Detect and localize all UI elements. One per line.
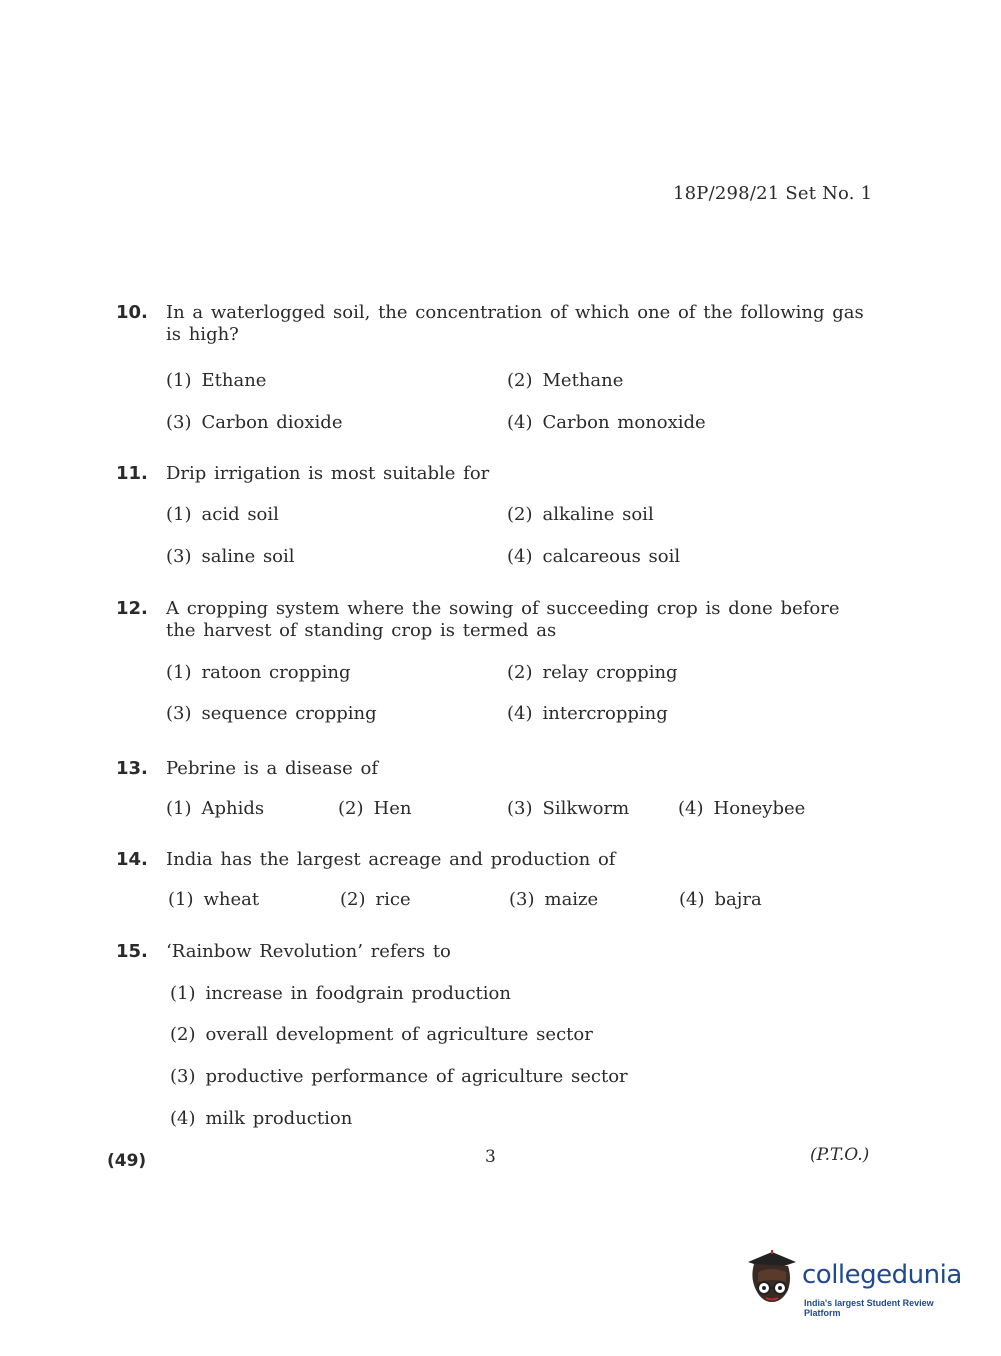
question-10 bbox=[116, 302, 876, 436]
collegedunia-mascot-icon bbox=[742, 1248, 800, 1308]
question-text: Pebrine is a disease of bbox=[166, 758, 378, 779]
option-1: (1) Ethane bbox=[166, 370, 267, 391]
question-14 bbox=[116, 849, 876, 921]
option-3: (3) productive performance of agriculture sector bbox=[170, 1066, 628, 1087]
option-4: (4) bajra bbox=[679, 889, 762, 910]
option-3: (3) maize bbox=[509, 889, 599, 910]
question-number: 12. bbox=[116, 598, 148, 619]
booklet-code: (49) bbox=[107, 1151, 147, 1171]
question-text: A cropping system where the sowing of succeeding crop is done before the harvest of standing crop is termed as bbox=[166, 598, 840, 641]
paper-code: 18P/298/21 Set No. 1 bbox=[673, 183, 873, 204]
option-1: (1) increase in foodgrain production bbox=[170, 983, 511, 1004]
question-text: ‘Rainbow Revolution’ refers to bbox=[166, 941, 451, 962]
option-2: (2) Methane bbox=[507, 370, 624, 391]
question-number: 13. bbox=[116, 758, 148, 779]
collegedunia-watermark bbox=[742, 1248, 972, 1318]
option-4: (4) intercropping bbox=[507, 703, 668, 724]
option-3: (3) Silkworm bbox=[507, 798, 630, 819]
option-4: (4) milk production bbox=[170, 1108, 353, 1129]
option-4: (4) calcareous soil bbox=[507, 546, 681, 567]
question-text: In a waterlogged soil, the concentration of which one of the following gas is high? bbox=[166, 302, 864, 345]
option-4: (4) Honeybee bbox=[678, 798, 806, 819]
option-3: (3) saline soil bbox=[166, 546, 295, 567]
question-text: Drip irrigation is most suitable for bbox=[166, 463, 490, 484]
question-text: India has the largest acreage and production of bbox=[166, 849, 616, 870]
question-12 bbox=[116, 598, 876, 732]
option-4: (4) Carbon monoxide bbox=[507, 412, 706, 433]
pto-label: (P.T.O.) bbox=[810, 1145, 870, 1165]
page-number: 3 bbox=[485, 1147, 496, 1167]
option-2: (2) Hen bbox=[338, 798, 412, 819]
option-2: (2) relay cropping bbox=[507, 662, 678, 683]
option-2: (2) rice bbox=[340, 889, 411, 910]
brand-tagline: India's largest Student Review Platform bbox=[804, 1298, 934, 1318]
option-1: (1) Aphids bbox=[166, 798, 265, 819]
option-2: (2) overall development of agriculture sector bbox=[170, 1024, 593, 1045]
question-number: 15. bbox=[116, 941, 148, 962]
option-1: (1) ratoon cropping bbox=[166, 662, 351, 683]
option-2: (2) alkaline soil bbox=[507, 504, 654, 525]
question-number: 11. bbox=[116, 463, 148, 484]
option-1: (1) acid soil bbox=[166, 504, 279, 525]
option-1: (1) wheat bbox=[168, 889, 260, 910]
question-number: 10. bbox=[116, 302, 148, 323]
question-15 bbox=[116, 941, 876, 1133]
question-number: 14. bbox=[116, 849, 148, 870]
option-3: (3) sequence cropping bbox=[166, 703, 377, 724]
brand-name: collegedunia bbox=[802, 1260, 962, 1290]
option-3: (3) Carbon dioxide bbox=[166, 412, 343, 433]
question-11 bbox=[116, 463, 876, 575]
question-13 bbox=[116, 758, 876, 830]
